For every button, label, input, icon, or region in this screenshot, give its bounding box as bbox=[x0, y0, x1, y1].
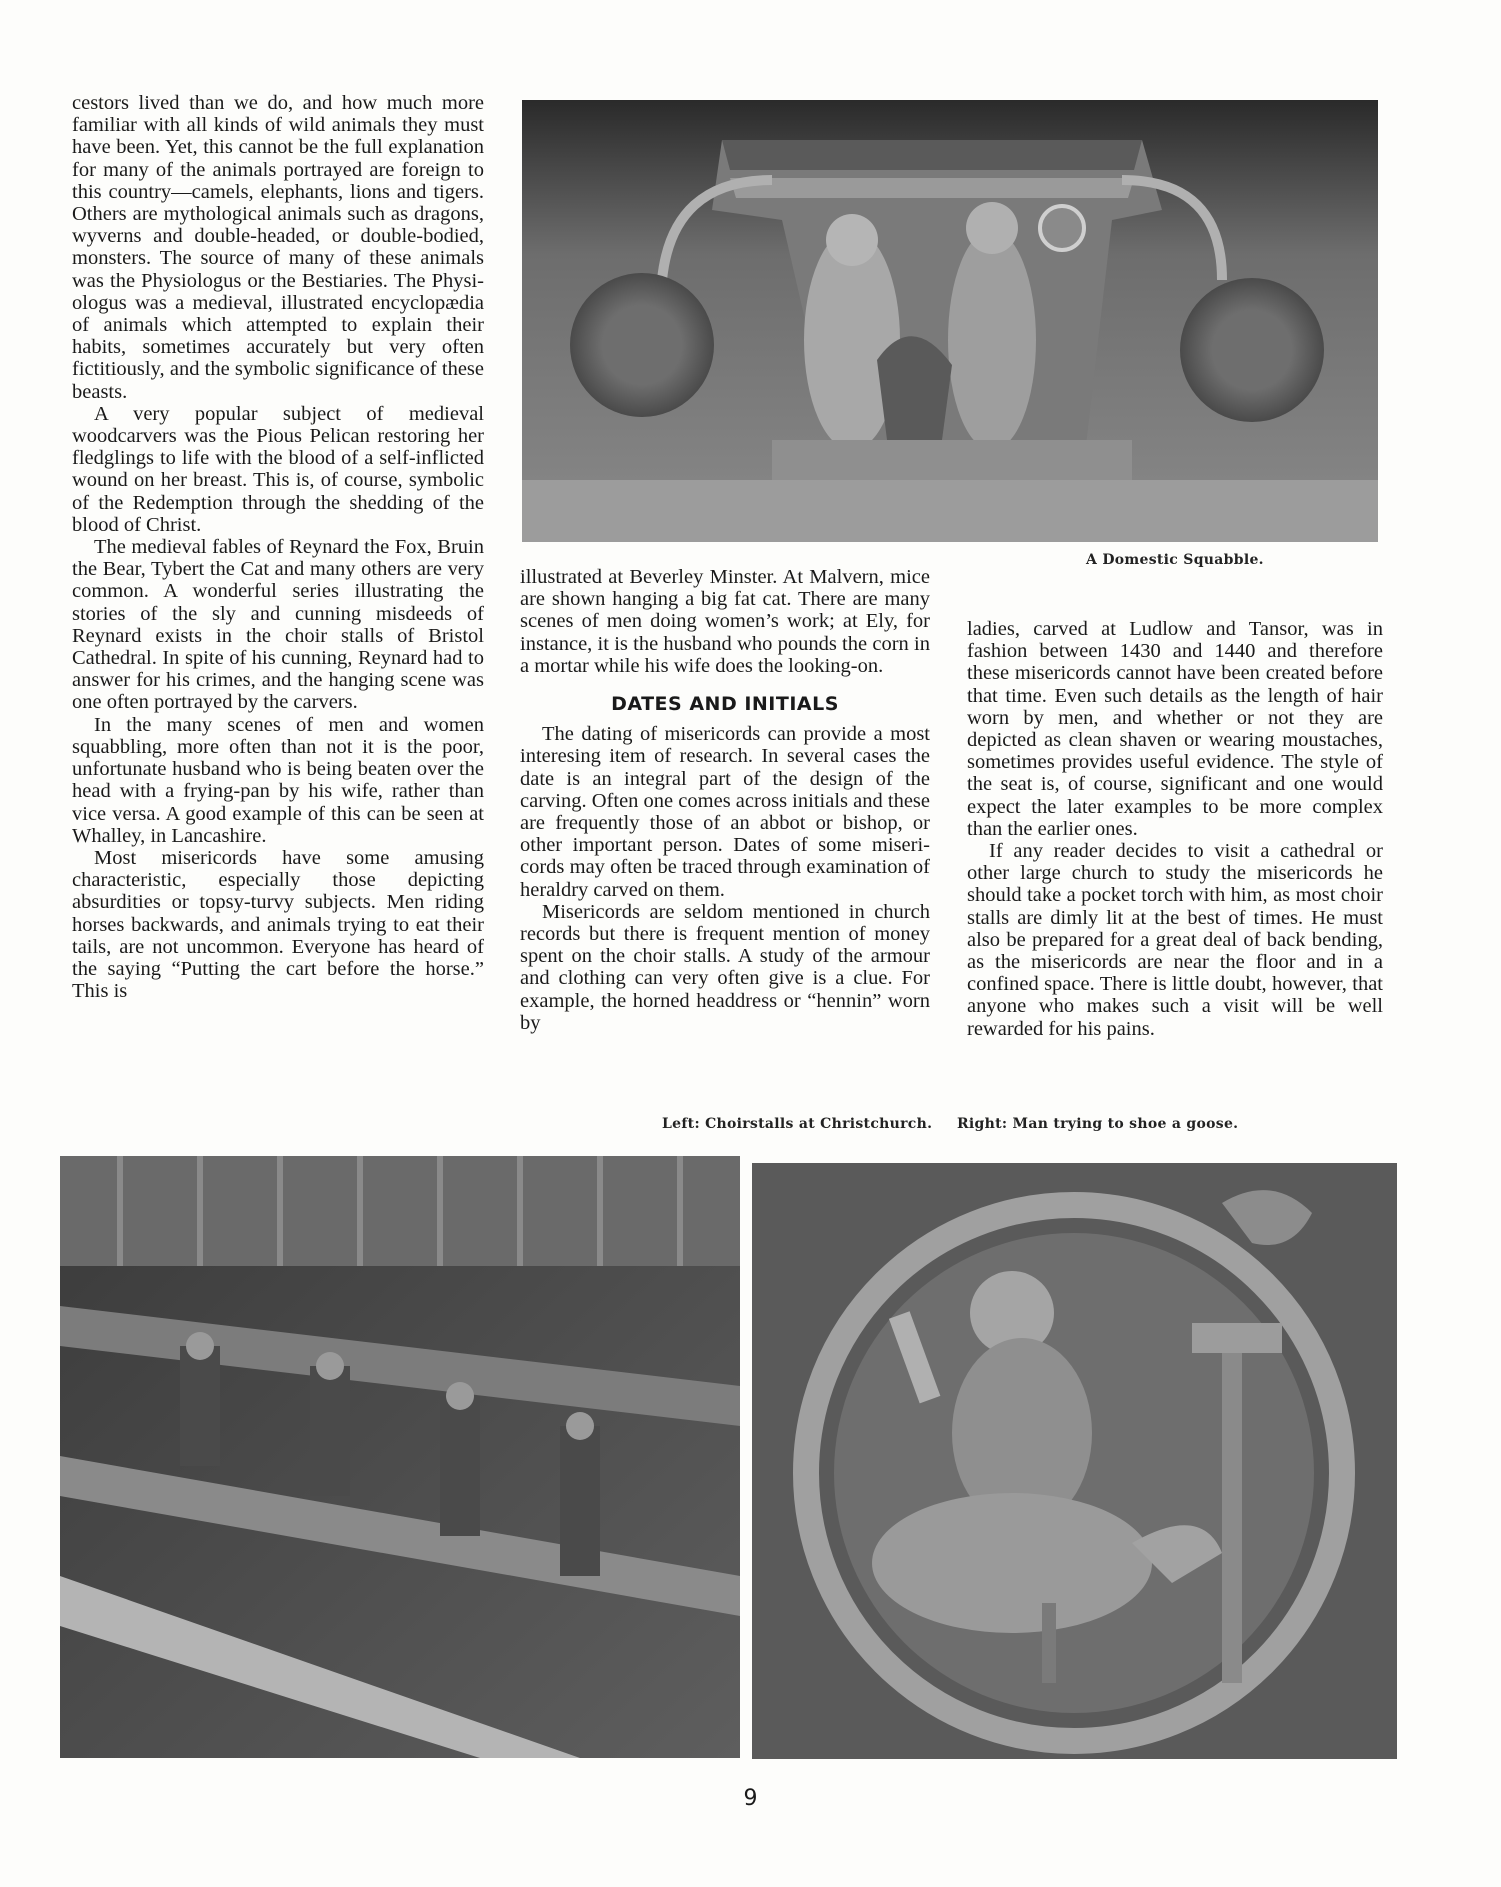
text-column-right bbox=[967, 618, 1383, 1040]
caption-domestic-squabble: A Domestic Squabble. bbox=[1086, 552, 1264, 568]
photo-choirstalls bbox=[60, 1156, 740, 1758]
paragraph: The medieval fables of Reynard the Fox, Bruin the Bear, Tybert the Cat and many others are very common. A wonderful series illustrating the stories of the sly and cunning misdeeds of Reynard exists in the choir stalls of Bristol Cathedral. In spite of his cunning, Reynard had to answer for his crimes, and the hanging scene was one often portrayed by the carvers. bbox=[72, 536, 484, 714]
paragraph: cestors lived than we do, and how much more familiar with all kinds of wild animals they must have been. Yet, this cannot be the full explanation for many of the animals portrayed are foreign to this country—camels, elephants, lions and tigers. Others are mythological animals such as dragons, wyverns and double-headed, or double-bodied, monsters. The source of many of these animals was the Physiologus or the Bestiaries. The Physiologus was a medieval, illustrated encyclopædia of animals which attempted to explain their habits, sometimes accurately but very often fictitiously, and the symbolic significance of these beasts. bbox=[72, 92, 484, 403]
goose-carving-image bbox=[752, 1163, 1397, 1759]
caption-choirstalls: Left: Choirstalls at Christchurch. bbox=[662, 1116, 933, 1132]
page-number: 9 bbox=[743, 1786, 758, 1811]
paragraph: A very popular subject of medieval woodcarvers was the Pious Pelican restoring her fledglings to life with the blood of a self-inflicted wound on her breast. This is, of course, symbolic of the Redemption through the shedding of the blood of Christ. bbox=[72, 402, 484, 536]
caption-goose: Right: Man trying to shoe a goose. bbox=[957, 1116, 1239, 1132]
paragraph: In the many scenes of men and women squabbling, more often than not it is the poor, unfortunate husband who is being beaten over the head with a frying-pan by his wife, rather than vice versa. A good example of this can be seen at Whalley, in Lancashire. bbox=[72, 713, 484, 847]
photo-domestic-squabble bbox=[522, 100, 1378, 542]
text-column-middle bbox=[520, 566, 930, 1034]
paragraph: If any reader decides to visit a cathedral or other large church to study the misericords he should take a pocket torch with him, as most choir stalls are dimly lit at the best of times. He must also be prepared for a great deal of back bending, as the misericords are near the floor and in a confined space. There is little doubt, however, that anyone who makes such a visit will be well rewarded for his pains. bbox=[967, 840, 1383, 1040]
carving-image bbox=[522, 100, 1378, 542]
text-column-left bbox=[72, 92, 484, 1002]
paragraph: ladies, carved at Ludlow and Tansor, was in fashion between 1430 and 1440 and therefore these misericords cannot have been created before that time. Even such details as the length of hair worn by men, and whether or not they are depicted as clean shaven or wearing moustaches, sometimes provides useful evidence. The style of the seat is, of course, significant and one would expect the later examples to be more complex than the earlier ones. bbox=[967, 618, 1383, 840]
paragraph: Most misericords have some amusing characteristic, especially those depicting absurdities or topsy-turvy subjects. Men riding horses backwards, and animals trying to eat their tails, are not uncommon. Everyone has heard of the saying “Putting the cart before the horse.” This is bbox=[72, 846, 484, 1003]
paragraph: illustrated at Beverley Minster. At Malvern, mice are shown hanging a big fat cat. There are many scenes of men doing women’s work; at Ely, for instance, it is the husband who pounds the corn in a mortar while his wife does the looking-on. bbox=[520, 566, 930, 677]
choirstalls-image bbox=[60, 1156, 740, 1758]
section-heading: DATES AND INITIALS bbox=[611, 693, 839, 716]
paragraph: Misericords are seldom mentioned in church records but there is frequent mention of money spent on the choir stalls. A study of the armour and clothing can very often give is a clue. For example, the horned headdress or “hennin” worn by bbox=[520, 900, 930, 1034]
photo-goose bbox=[752, 1163, 1397, 1759]
paragraph: The dating of misericords can provide a most interesing item of research. In several cases the date is an integral part of the design of the carving. Often one comes across initials and these are frequently those of an abbot or bishop, or other important person. Dates of some misericords may often be traced through examination of heraldry carved on them. bbox=[520, 723, 930, 901]
